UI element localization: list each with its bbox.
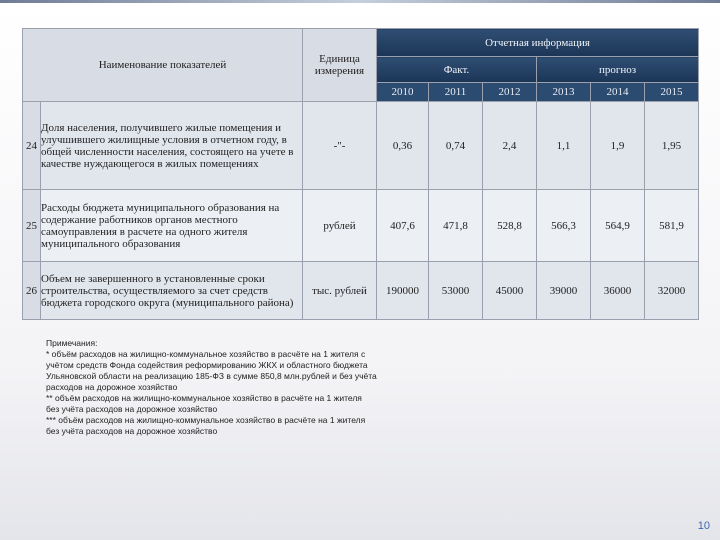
value-cell: 471,8 [429, 190, 483, 262]
year-header-2010: 2010 [377, 83, 429, 102]
note-line: Ульяновской области на реализацию 185-ФЗ в сумме 850,8 млн.рублей и без учёта [46, 371, 377, 381]
unit-cell: тыс. рублей [303, 262, 377, 320]
forecast-header [537, 57, 699, 83]
value-cell: 0,74 [429, 102, 483, 190]
value-cell: 528,8 [483, 190, 537, 262]
note-line: * объём расходов на жилищно-коммунальное хозяйство в расчёте на 1 жителя с [46, 349, 366, 359]
indicator-cell: Расходы бюджета муниципального образования на содержание работников органов местного самоуправления в расчете на одного жителя муниципального образования [41, 190, 303, 262]
value-cell: 36000 [591, 262, 645, 320]
unit-header-text: Единица измерения [314, 53, 365, 77]
fact-header [377, 57, 537, 83]
value-cell: 1,1 [537, 102, 591, 190]
note-line: без учёта расходов на дорожное хозяйство [46, 404, 218, 414]
value-cell: 566,3 [537, 190, 591, 262]
year-header-2011: 2011 [429, 83, 483, 102]
value-cell: 190000 [377, 262, 429, 320]
row-number: 24 [23, 102, 41, 190]
unit-cell: рублей [303, 190, 377, 262]
indicator-cell: Доля населения, получившего жилые помещения и улучшившего жилищные условия в отчетном году, в общей численности населения, состоящего на учете в качестве нуждающегося в жилых помещениях [41, 102, 303, 190]
indicator-name-header [23, 29, 303, 102]
value-cell: 407,6 [377, 190, 429, 262]
unit-cell: -"- [303, 102, 377, 190]
value-cell: 0,36 [377, 102, 429, 190]
year-header-2012: 2012 [483, 83, 537, 102]
value-cell: 39000 [537, 262, 591, 320]
year-header-2013: 2013 [537, 83, 591, 102]
value-cell: 564,9 [591, 190, 645, 262]
page-number: 10 [697, 520, 710, 532]
forecast-header-text: прогноз [598, 63, 637, 76]
value-cell: 1,9 [591, 102, 645, 190]
fact-header-text: Факт. [443, 63, 470, 76]
note-line: *** объём расходов на жилищно-коммунальное хозяйство в расчёте на 1 жителя [46, 415, 366, 425]
unit-header [303, 29, 377, 102]
note-line: ** объём расходов на жилищно-коммунальное хозяйство в расчёте на 1 жителя [46, 393, 362, 403]
note-line: расходов на дорожное хозяйство [46, 382, 178, 392]
note-line: без учёта расходов на дорожное хозяйство [46, 426, 218, 436]
table-row [23, 262, 699, 320]
reporting-info-header [377, 29, 699, 57]
year-header-2015: 2015 [645, 83, 699, 102]
reporting-info-header-text: Отчетная информация [485, 36, 590, 49]
indicator-name-header-text: Наименование показателей [98, 59, 227, 71]
indicator-cell: Объем не завершенного в установленные сроки строительства, осуществляемого за счет средств бюджета городского округа (муниципального района) [41, 262, 303, 320]
value-cell: 53000 [429, 262, 483, 320]
notes-block [46, 338, 466, 437]
year-header-2014: 2014 [591, 83, 645, 102]
table-row [23, 102, 699, 190]
table-row [23, 190, 699, 262]
value-cell: 581,9 [645, 190, 699, 262]
value-cell: 2,4 [483, 102, 537, 190]
header-row-1 [23, 29, 699, 57]
value-cell: 1,95 [645, 102, 699, 190]
value-cell: 32000 [645, 262, 699, 320]
notes-title: Примечания: [46, 338, 98, 348]
note-line: учётом средств Фонда содействия реформированию ЖКХ и областного бюджета [46, 360, 368, 370]
value-cell: 45000 [483, 262, 537, 320]
row-number: 26 [23, 262, 41, 320]
indicators-table [22, 28, 699, 320]
top-border-line [0, 0, 720, 3]
row-number: 25 [23, 190, 41, 262]
